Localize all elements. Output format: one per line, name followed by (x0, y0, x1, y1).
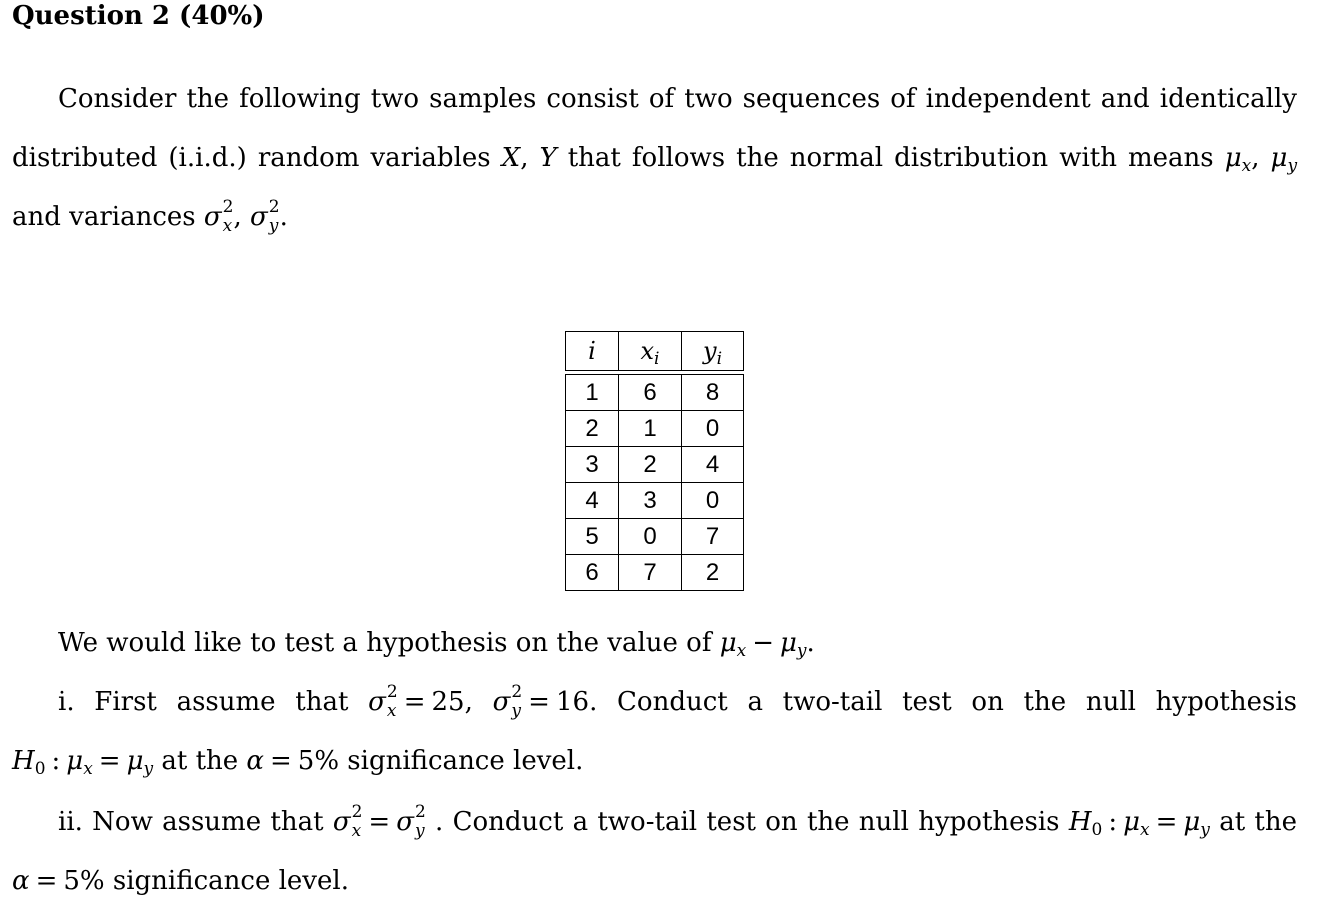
table-cell: 7 (619, 555, 682, 591)
table-row (566, 555, 744, 591)
table-header-row (566, 332, 744, 371)
part-i-paragraph: i. First assume that σ 2 x = 25, σ 2 y = 16. Conduct a two-tail test on the null hypothesis $H_0$ : $\mu_x = \mu_y$ at the α = 5% significance level. (12, 682, 1297, 780)
table-cell: 2 (682, 555, 744, 591)
table-cell: 0 (682, 411, 744, 447)
sigma-y-sq-symbol: σ 2 y (250, 197, 280, 236)
table-row (566, 447, 744, 483)
table-cell: 2 (619, 447, 682, 483)
table-cell: 4 (682, 447, 744, 483)
header-y-i: $y_i$ (682, 332, 744, 371)
sample-data-table (565, 331, 744, 591)
table-cell: 1 (619, 411, 682, 447)
question-heading: Question 2 (40%) (12, 1, 265, 31)
table-cell: 3 (566, 447, 619, 483)
sigma-x-sq-symbol: σ 2 x (203, 197, 234, 236)
table-cell: 0 (619, 519, 682, 555)
table-cell: 6 (566, 555, 619, 591)
table-row (566, 375, 744, 411)
table-cell: 2 (566, 411, 619, 447)
table-row (566, 411, 744, 447)
table-row (566, 483, 744, 519)
table-cell: 3 (619, 483, 682, 519)
header-x-i: $x_i$ (619, 332, 682, 371)
intro-paragraph: Consider the following two samples consist of two sequences of independent and identically distributed (i.i.d.) random variables X, Y that follows the normal distribution with means $\mu_x$, $\mu_y$ and variances σ 2 x , σ 2 y . (12, 84, 1298, 236)
mu-y-symbol: $\mu_y$ (1270, 143, 1298, 177)
table-cell: 7 (682, 519, 744, 555)
part-ii-paragraph: ii. Now assume that σ 2 x = σ 2 y . Conduct a two-tail test on the null hypothesis $H_0$ : $\mu_x = \mu_y$ at the α = 5% significance level. (12, 802, 1297, 896)
table-cell: 1 (566, 375, 619, 411)
table-row (566, 519, 744, 555)
header-i: i (566, 332, 619, 371)
table-cell: 4 (566, 483, 619, 519)
table-cell: 6 (619, 375, 682, 411)
table-cell: 0 (682, 483, 744, 519)
table-cell: 8 (682, 375, 744, 411)
mu-x-symbol: $\mu_x$ (1224, 143, 1252, 177)
hypothesis-paragraph: We would like to test a hypothesis on the value of $\mu_x - \mu_y$. (58, 628, 815, 662)
table-cell: 5 (566, 519, 619, 555)
